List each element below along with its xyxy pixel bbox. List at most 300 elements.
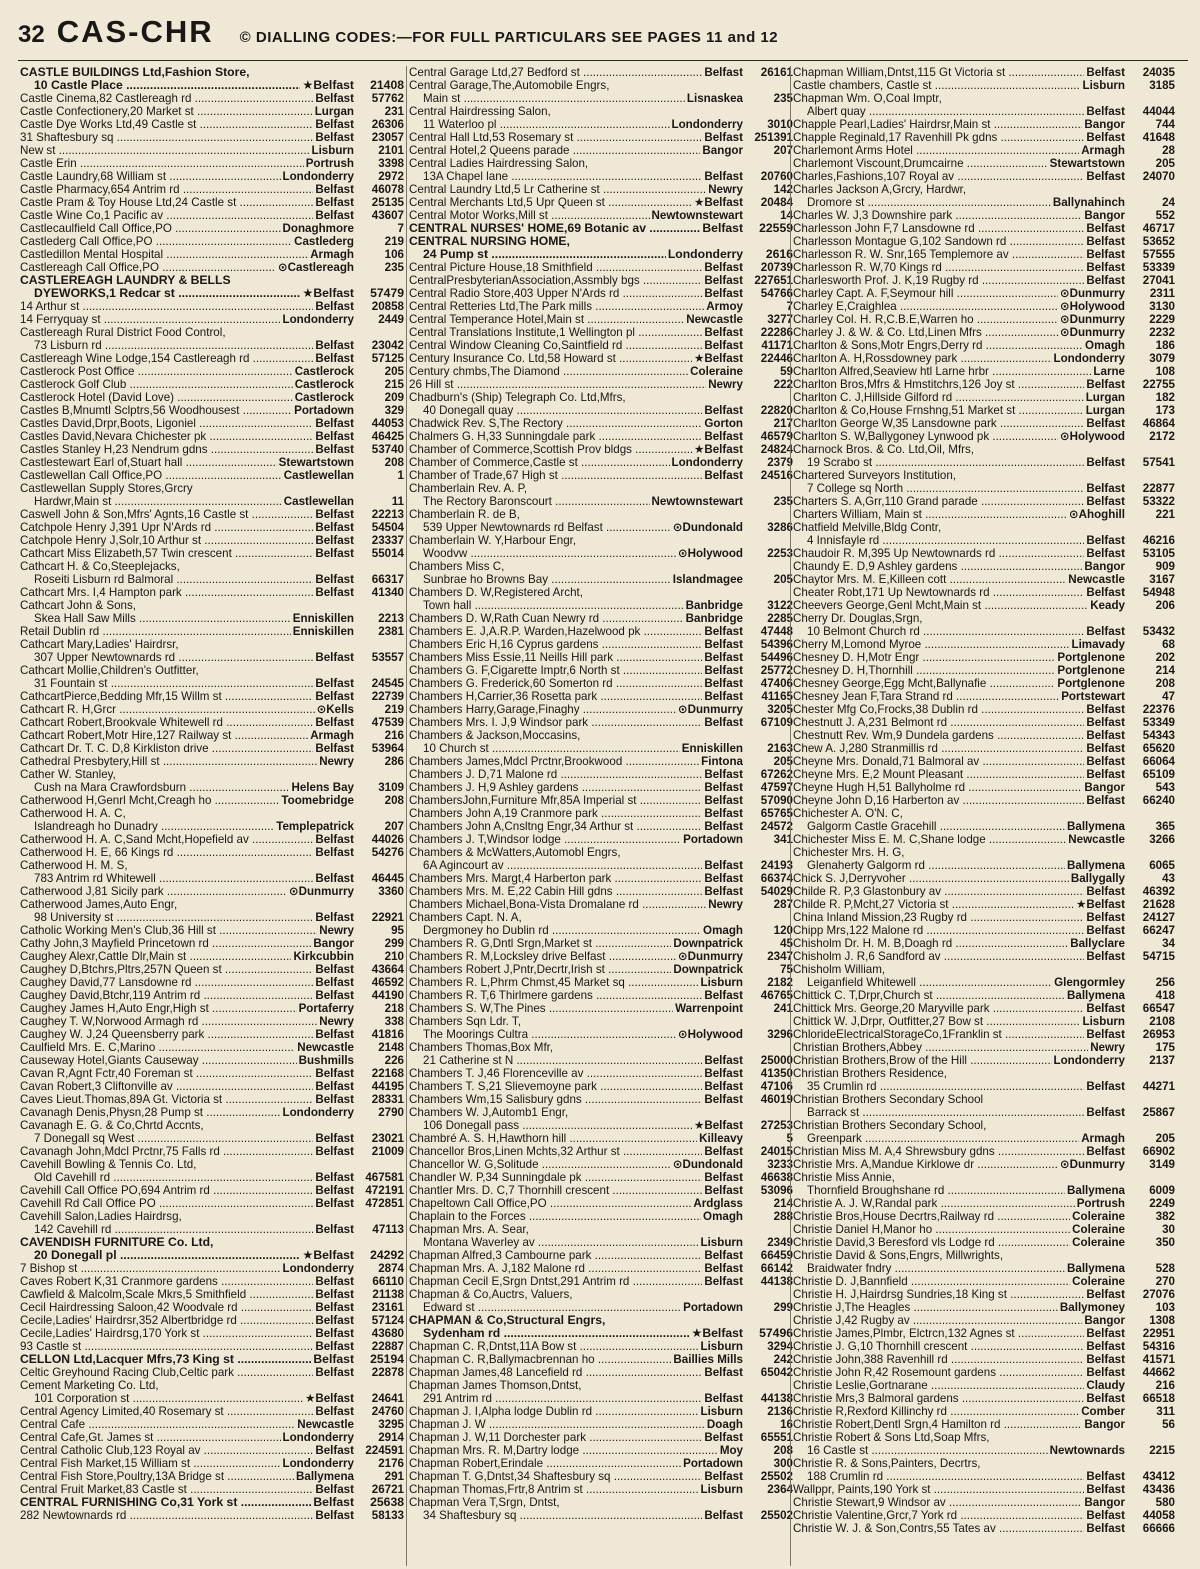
- entry-name: Central Radio Store,403 Upper N'Ards rd .....: [409, 287, 702, 300]
- directory-entry: [793, 170, 1175, 183]
- exchange-name: ⊙Dunmurry: [1059, 1158, 1125, 1171]
- exchange-name: Newtownards: [1049, 1444, 1125, 1457]
- entry-address: 539 Upper Newtownards rd Belfast .....: [409, 521, 671, 534]
- directory-entry: [20, 144, 404, 157]
- directory-entry: [793, 1301, 1175, 1314]
- directory-entry: [409, 651, 793, 664]
- exchange-name: Bangor: [1084, 781, 1125, 794]
- entry-name: Charters S. A,Grr,110 Grand parade .....: [793, 495, 1084, 508]
- phone-number: 11: [391, 495, 404, 508]
- directory-entry: [793, 1002, 1175, 1015]
- exchange-name: Belfast: [1086, 1340, 1125, 1353]
- phone-number: 235: [384, 261, 404, 274]
- entry-name: Christie Valentine,Grcr,7 York rd .....: [793, 1509, 1084, 1522]
- phone-number: 43680: [371, 1327, 404, 1340]
- phone-number: 20858: [371, 300, 404, 313]
- entry-name: Catchpole Henry J,Solr,10 Arthur st .....: [20, 534, 313, 547]
- exchange-name: Belfast: [1086, 1353, 1125, 1366]
- entry-name: 14 Ferryquay st .....: [20, 313, 281, 326]
- exchange-name: Belfast: [315, 716, 354, 729]
- directory-entry: [793, 417, 1175, 430]
- phone-number: 214: [1155, 664, 1175, 677]
- exchange-name: Omagh: [703, 1210, 743, 1223]
- directory-entry: [20, 1080, 404, 1093]
- exchange-name: Belfast: [704, 794, 743, 807]
- exchange-name: Ballymoney: [1059, 1301, 1125, 1314]
- directory-entry: [793, 1405, 1175, 1418]
- directory-entry: [793, 1119, 1175, 1145]
- exchange-name: Belfast: [1086, 1028, 1125, 1041]
- entry-name: Chapman Wm. O,Coal Imptr,: [793, 92, 942, 105]
- directory-entry: [793, 1522, 1175, 1535]
- phone-number: 66064: [1142, 755, 1175, 768]
- exchange-name: Belfast: [704, 768, 743, 781]
- exchange-name: Belfast: [704, 1366, 743, 1379]
- dialling-codes-note: © DIALLING CODES:—FOR FULL PARTICULARS SEE PAGES 11 and 12: [239, 29, 779, 46]
- exchange-name: Stewartstown: [278, 456, 354, 469]
- phone-number: 24015: [760, 1145, 793, 1158]
- phone-number: 58133: [371, 1509, 404, 1522]
- phone-number: 202: [1155, 651, 1175, 664]
- phone-number: 47448: [760, 625, 793, 638]
- exchange-name: Belfast: [1086, 1080, 1125, 1093]
- exchange-name: Coleraine: [1072, 1210, 1125, 1223]
- exchange-name: Belfast: [315, 339, 354, 352]
- phone-number: 186: [1155, 339, 1175, 352]
- entry-name: Charnock Bros. & Co. Ltd,Oil, Mfrs,: [793, 443, 975, 456]
- exchange-name: Omagh: [703, 924, 743, 937]
- phone-number: 27253: [760, 1119, 793, 1132]
- directory-entry: [793, 1496, 1175, 1509]
- entry-name: Christian Brothers Secondary School: [793, 1093, 984, 1106]
- exchange-name: Bangor: [1084, 560, 1125, 573]
- entry-address: Glenaherty Galgorm rd .....: [793, 859, 1065, 872]
- directory-entry: [409, 313, 793, 326]
- entry-name: Castle Pharmacy,654 Antrim rd .....: [20, 183, 313, 196]
- directory-entry: [409, 690, 793, 703]
- directory-entry: [793, 716, 1175, 729]
- entry-name: Charlton Bros,Mfrs & Hmstitchrs,126 Joy st .....: [793, 378, 1084, 391]
- entry-name: Cathcart Robert,Motr Hire,127 Railway st .....: [20, 729, 308, 742]
- directory-entry: [20, 1158, 404, 1184]
- exchange-name: Newry: [319, 924, 354, 937]
- phone-number: 2136: [767, 1405, 793, 1418]
- entry-name: Charles W. J,3 Downshire park .....: [793, 209, 1082, 222]
- exchange-name: Belfast: [1086, 131, 1125, 144]
- entry-name: Chamberlain R. de B,: [409, 508, 520, 521]
- entry-name: Chambers R. L,Phrm Chmst,45 Market sq .....: [409, 976, 698, 989]
- directory-entry: [409, 105, 793, 131]
- directory-entry: [409, 807, 793, 820]
- exchange-name: ★Belfast: [302, 1249, 354, 1262]
- directory-entry: [793, 391, 1175, 404]
- phone-number: 66518: [1142, 1392, 1175, 1405]
- phone-number: 2137: [1149, 1054, 1175, 1067]
- exchange-name: Belfast: [315, 118, 354, 131]
- entry-name: Christie Mrs. A,Mandue Kirklowe dr .....: [793, 1158, 1058, 1171]
- entry-address: 783 Antrim rd Whitewell .....: [20, 872, 313, 885]
- exchange-name: Portstewart: [1061, 690, 1125, 703]
- directory-entry: [409, 352, 793, 365]
- exchange-name: Belfast: [704, 1054, 743, 1067]
- directory-entry: [409, 560, 793, 586]
- entry-name: Christie A. J. W,Randal park .....: [793, 1197, 1075, 1210]
- phone-number: 54504: [371, 521, 404, 534]
- phone-number: 224591: [365, 1444, 404, 1457]
- exchange-name: Belfast: [704, 1392, 743, 1405]
- exchange-name: ⊙Dundonald: [672, 521, 743, 534]
- exchange-name: Belfast: [1086, 911, 1125, 924]
- phone-number: 41648: [1142, 131, 1175, 144]
- directory-entry: [793, 1210, 1175, 1223]
- entry-name: CENTRAL NURSING HOME,: [409, 235, 570, 248]
- entry-address: Main st .....: [409, 92, 685, 105]
- phone-number: 66110: [372, 1275, 404, 1288]
- directory-entry: [20, 547, 404, 560]
- exchange-name: Belfast: [315, 508, 354, 521]
- exchange-name: Killeavy: [699, 1132, 743, 1145]
- directory-entry: [20, 482, 404, 508]
- exchange-name: Belfast: [315, 1509, 354, 1522]
- directory-entry: [20, 1197, 404, 1210]
- exchange-name: Bangor: [313, 937, 354, 950]
- phone-number: 53652: [1142, 235, 1175, 248]
- directory-entry: [793, 924, 1175, 937]
- entry-name: Cathcart Mollie,Children's Outfitter,: [20, 664, 199, 677]
- exchange-name: Belfast: [704, 339, 743, 352]
- phone-number: 418: [1155, 989, 1175, 1002]
- exchange-name: Claudy: [1086, 1379, 1125, 1392]
- phone-number: 2349: [767, 1236, 793, 1249]
- exchange-name: Lisburn: [700, 1483, 743, 1496]
- exchange-name: Fintona: [701, 755, 743, 768]
- directory-entry: [409, 612, 793, 625]
- directory-entry: [20, 1106, 404, 1119]
- entry-name: Chapman C. R,Ballymacbrennan ho .....: [409, 1353, 671, 1366]
- exchange-name: Toomebridge: [281, 794, 354, 807]
- entry-name: Charlton A. H,Rossdowney park .....: [793, 352, 1052, 365]
- phone-number: 24127: [1142, 911, 1175, 924]
- exchange-name: Belfast: [315, 677, 354, 690]
- phone-number: 3277: [767, 313, 793, 326]
- entry-name: Cheyne Hugh H,51 Ballyholme rd .....: [793, 781, 1082, 794]
- phone-number: 22739: [371, 690, 404, 703]
- phone-number: 53740: [371, 443, 404, 456]
- entry-name: Cavehill Salon,Ladies Hairdrsg,: [20, 1210, 182, 1223]
- exchange-name: Portadown: [683, 1301, 743, 1314]
- directory-entry: [409, 1457, 793, 1470]
- directory-entry: [20, 807, 404, 833]
- phone-number: 3122: [767, 599, 793, 612]
- entry-name: Castles B,Mnumtl Sclptrs,56 Woodhousest .....: [20, 404, 292, 417]
- entry-name: Chisholm J. R,6 Sandford av .....: [793, 950, 1084, 963]
- entry-name: Chichester A. O'N. C,: [793, 807, 903, 820]
- entry-name: Christie J,42 Rugby av .....: [793, 1314, 1082, 1327]
- phone-number: 16: [780, 1418, 793, 1431]
- exchange-name: Newry: [319, 1015, 354, 1028]
- directory-entry: [20, 469, 404, 482]
- phone-number: 65109: [1142, 768, 1175, 781]
- phone-number: 329: [384, 404, 404, 417]
- entry-name: Christian Brothers Residence,: [793, 1067, 948, 1080]
- directory-entry: [20, 131, 404, 144]
- exchange-name: ★Belfast: [693, 352, 743, 365]
- phone-number: 53105: [1142, 547, 1175, 560]
- entry-name: Cavehill Rd Call Office PO .....: [20, 1197, 313, 1210]
- phone-number: 54496: [760, 651, 793, 664]
- directory-entry: [793, 586, 1175, 599]
- phone-number: 528: [1155, 1262, 1175, 1275]
- phone-number: 23337: [371, 534, 404, 547]
- entry-name: Charlton Alfred,Seaview htl Larne hrbr .....: [793, 365, 1091, 378]
- entry-name: Chapman Mrs. R. M,Dartry lodge .....: [409, 1444, 718, 1457]
- entry-address: Galgorm Castle Gracehill .....: [793, 820, 1065, 833]
- exchange-name: Belfast: [315, 131, 354, 144]
- phone-number: 24824: [760, 443, 793, 456]
- phone-number: 24516: [760, 469, 793, 482]
- entry-name: Chambers Michael,Bona-Vista Dromalane rd .....: [409, 898, 706, 911]
- entry-address: 188 Crumlin rd .....: [793, 1470, 1084, 1483]
- directory-entry: [793, 677, 1175, 690]
- entry-name: Chisholm William,: [793, 963, 886, 976]
- entry-name: Chambers W. J,Automb1 Engr,: [409, 1106, 569, 1119]
- exchange-name: Bangor: [1084, 1496, 1125, 1509]
- entry-name: Cathcart Miss Elizabeth,57 Twin crescent .....: [20, 547, 313, 560]
- exchange-name: Belfast: [704, 1509, 743, 1522]
- entry-name: ChlorideElectricalStorageCo,1Franklin st .....: [793, 1028, 1084, 1041]
- directory-entry: [20, 456, 404, 469]
- entry-name: Chesney D. H,Thornhill .....: [793, 664, 1055, 677]
- phone-number: 24572: [760, 820, 793, 833]
- entry-name: Castlereagh Wine Lodge,154 Castlereagh rd .....: [20, 352, 313, 365]
- directory-entry: [409, 794, 793, 807]
- entry-name: Cecile,Ladies' Hairdrsg,170 York st .....: [20, 1327, 313, 1340]
- entry-address: The Rectory Baronscourt .....: [409, 495, 650, 508]
- exchange-name: Belfast: [315, 417, 354, 430]
- exchange-name: Belfast: [704, 1275, 743, 1288]
- directory-entry: [20, 638, 404, 664]
- exchange-name: Belfast: [704, 170, 743, 183]
- entry-name: Christie R. & Sons,Painters, Decrtrs,: [793, 1457, 981, 1470]
- exchange-name: Banbridge: [685, 599, 743, 612]
- entry-name: Castle Confectionery,20 Market st .....: [20, 105, 313, 118]
- exchange-name: Belfast: [315, 430, 354, 443]
- exchange-name: Belfast: [704, 469, 743, 482]
- phone-number: 46216: [1142, 534, 1175, 547]
- exchange-name: Belfast: [704, 1249, 743, 1262]
- entry-name: Chapman & Co,Auctrs, Valuers,: [409, 1288, 573, 1301]
- exchange-name: Castlewellan: [283, 495, 354, 508]
- exchange-name: Lisburn: [700, 1236, 743, 1249]
- entry-name: Chambers Robert J,Pntr,Decrtr,Irish st .....: [409, 963, 671, 976]
- column-3: [790, 66, 1175, 1566]
- entry-name: Caughey T. W,Norwood Armagh rd .....: [20, 1015, 317, 1028]
- exchange-name: Belfast: [704, 872, 743, 885]
- entry-address: 35 Crumlin rd .....: [793, 1080, 1084, 1093]
- directory-entry: [20, 1483, 404, 1496]
- exchange-name: ★Belfast: [693, 1119, 743, 1132]
- phone-number: 53432: [1142, 625, 1175, 638]
- entry-name: Christian Brothers Secondary School,: [793, 1119, 987, 1132]
- phone-number: 173: [1155, 404, 1175, 417]
- exchange-name: Belfast: [1086, 248, 1125, 261]
- entry-name: Charlemont Viscount,Drumcairne .....: [793, 157, 1048, 170]
- entry-name: Christie David & Sons,Engrs, Millwrights,: [793, 1249, 1004, 1262]
- phone-number: 2381: [378, 625, 404, 638]
- entry-address: Sydenham rd .....: [409, 1327, 689, 1340]
- phone-number: 22921: [371, 911, 404, 924]
- directory-entry: [793, 1015, 1175, 1028]
- entry-name: Chester Mfg Co,Frocks,38 Dublin rd .....: [793, 703, 1084, 716]
- entry-address: Cush na Mara Crawfordsburn .....: [20, 781, 289, 794]
- entry-name: Cathcart John & Sons,: [20, 599, 136, 612]
- directory-entry: [409, 482, 793, 508]
- phone-number: 46765: [760, 989, 793, 1002]
- exchange-name: Armagh: [310, 248, 354, 261]
- exchange-name: Portglenone: [1057, 677, 1125, 690]
- phone-number: 27041: [1142, 274, 1175, 287]
- entry-name: Cement Marketing Co. Ltd,: [20, 1379, 159, 1392]
- exchange-name: Stewartstown: [1049, 157, 1125, 170]
- exchange-name: ★Belfast: [302, 79, 354, 92]
- entry-name: Castledillon Mental Hospital .....: [20, 248, 308, 261]
- entry-name: Christian Brothers,Abbey .....: [793, 1041, 1088, 1054]
- directory-entry: [409, 1262, 793, 1275]
- exchange-name: Belfast: [704, 1145, 743, 1158]
- entry-name: Chambers Capt. N. A,: [409, 911, 522, 924]
- phone-number: 45: [780, 937, 793, 950]
- entry-name: Central Fish Store,Poultry,13A Bridge st .....: [20, 1470, 294, 1483]
- entry-name: Christie James,Plmbr, Elctrcn,132 Agnes st .....: [793, 1327, 1084, 1340]
- phone-number: 2249: [1149, 1197, 1175, 1210]
- exchange-name: Belfast: [315, 1028, 354, 1041]
- directory-entry: [20, 1002, 404, 1015]
- exchange-name: Belfast: [704, 781, 743, 794]
- entry-name: Central Laundry Ltd,5 Lr Catherine st .....: [409, 183, 706, 196]
- directory-entry: [409, 1106, 793, 1132]
- entry-name: Chadburn's (Ship) Telegraph Co. Ltd,Mfrs,: [409, 391, 626, 404]
- entry-name: Charlton George W,35 Lansdowne park .....: [793, 417, 1084, 430]
- entry-name: Chambers E. J,A.R.P. Warden,Hazelwood pk .....: [409, 625, 702, 638]
- exchange-name: Newry: [319, 755, 354, 768]
- phone-number: 472191: [365, 1184, 404, 1197]
- exchange-name: Bangor: [1084, 118, 1125, 131]
- exchange-name: Banbridge: [685, 612, 743, 625]
- exchange-name: Belfast: [313, 1353, 354, 1366]
- entry-name: CHAPMAN & Co,Structural Engrs,: [409, 1314, 606, 1327]
- entry-address: 7 College sq North .....: [793, 482, 1084, 495]
- phone-number: 216: [384, 729, 404, 742]
- directory-entry: [793, 1158, 1175, 1171]
- phone-number: 24641: [371, 1392, 404, 1405]
- exchange-name: Belfast: [1086, 495, 1125, 508]
- entry-name: Chambers J. H,9 Ashley gardens .....: [409, 781, 702, 794]
- phone-number: 44044: [1142, 105, 1175, 118]
- entry-name: Chapman J. I,Alpha lodge Dublin rd .....: [409, 1405, 698, 1418]
- phone-number: 46638: [760, 1171, 793, 1184]
- exchange-name: ⊙Kells: [316, 703, 354, 716]
- entry-address: 307 Upper Newtownards rd .....: [20, 651, 313, 664]
- exchange-name: Belfast: [315, 1314, 354, 1327]
- entry-name: Chapman Cecil E,Srgn Dntst,291 Antrim rd .....: [409, 1275, 702, 1288]
- directory-entry: [793, 781, 1175, 794]
- phone-number: 3266: [1149, 833, 1175, 846]
- entry-name: Castlederg Call Office,PO .....: [20, 235, 292, 248]
- entry-name: Cavanagh John,Mdcl Prctnr,75 Falls rd .....: [20, 1145, 313, 1158]
- entry-name: ChambersJohn,Furniture Mfr,85A Imperial st .....: [409, 794, 702, 807]
- directory-entry: [409, 326, 793, 339]
- entry-name: Chambers R. T,6 Thirlmere gardens .....: [409, 989, 702, 1002]
- directory-entry: [20, 300, 404, 313]
- phone-number: 2364: [767, 1483, 793, 1496]
- phone-number: 22951: [1142, 1327, 1175, 1340]
- directory-entry: [20, 1496, 404, 1509]
- phone-number: 365: [1155, 820, 1175, 833]
- phone-number: 23161: [371, 1301, 404, 1314]
- phone-number: 54948: [1142, 586, 1175, 599]
- directory-entry: [793, 248, 1175, 261]
- entry-name: Chestnutt Rev. Wm,9 Dundela gardens .....: [793, 729, 1084, 742]
- phone-number: 75: [780, 963, 793, 976]
- page-header: [18, 14, 1188, 60]
- exchange-name: Belfast: [1086, 274, 1125, 287]
- phone-number: 208: [1155, 677, 1175, 690]
- exchange-name: Lurgan: [1085, 404, 1125, 417]
- directory-entry: [793, 430, 1175, 443]
- entry-name: Castle Erin .....: [20, 157, 304, 170]
- directory-entry: [793, 1223, 1175, 1236]
- directory-entry: [20, 1353, 404, 1366]
- directory-entry: [20, 261, 404, 274]
- phone-number: 25502: [760, 1470, 793, 1483]
- phone-number: 235: [773, 495, 793, 508]
- phone-number: 552: [1155, 209, 1175, 222]
- exchange-name: Newtownstewart: [651, 209, 743, 222]
- directory-entry: [409, 703, 793, 716]
- exchange-name: Belfast: [315, 1444, 354, 1457]
- phone-number: 3109: [378, 781, 404, 794]
- exchange-name: Belfast: [315, 300, 354, 313]
- directory-entry: [409, 144, 793, 157]
- entry-name: Castlewellan Supply Stores,Grcry: [20, 482, 193, 495]
- phone-number: 21138: [372, 1288, 404, 1301]
- directory-entry: [20, 586, 404, 599]
- directory-entry: [20, 1210, 404, 1236]
- directory-entry: [793, 274, 1175, 287]
- directory-entry: [20, 846, 404, 859]
- phone-number: 22286: [760, 326, 793, 339]
- phone-number: 288: [773, 1210, 793, 1223]
- phone-number: 1: [397, 469, 404, 482]
- phone-number: 6065: [1149, 859, 1175, 872]
- phone-number: 95: [391, 924, 404, 937]
- entry-name: CentralPresbyterianAssociation,Assmbly bgs .....: [409, 274, 702, 287]
- phone-number: 44190: [371, 989, 404, 1002]
- phone-number: 222: [773, 378, 793, 391]
- entry-name: Chancellor W. G,Solitude .....: [409, 1158, 671, 1171]
- phone-number: 46019: [760, 1093, 793, 1106]
- exchange-name: Belfast: [315, 1197, 354, 1210]
- directory-entry: [409, 1223, 793, 1249]
- directory-entry: [793, 66, 1175, 79]
- phone-number: 3296: [767, 1028, 793, 1041]
- directory-entry: [20, 560, 404, 586]
- exchange-name: Belfast: [1086, 235, 1125, 248]
- phone-number: 24292: [370, 1249, 404, 1262]
- phone-number: 47106: [760, 1080, 793, 1093]
- entry-name: Chambers H,Carrier,36 Rosetta park .....: [409, 690, 702, 703]
- exchange-name: Belfast: [704, 1080, 743, 1093]
